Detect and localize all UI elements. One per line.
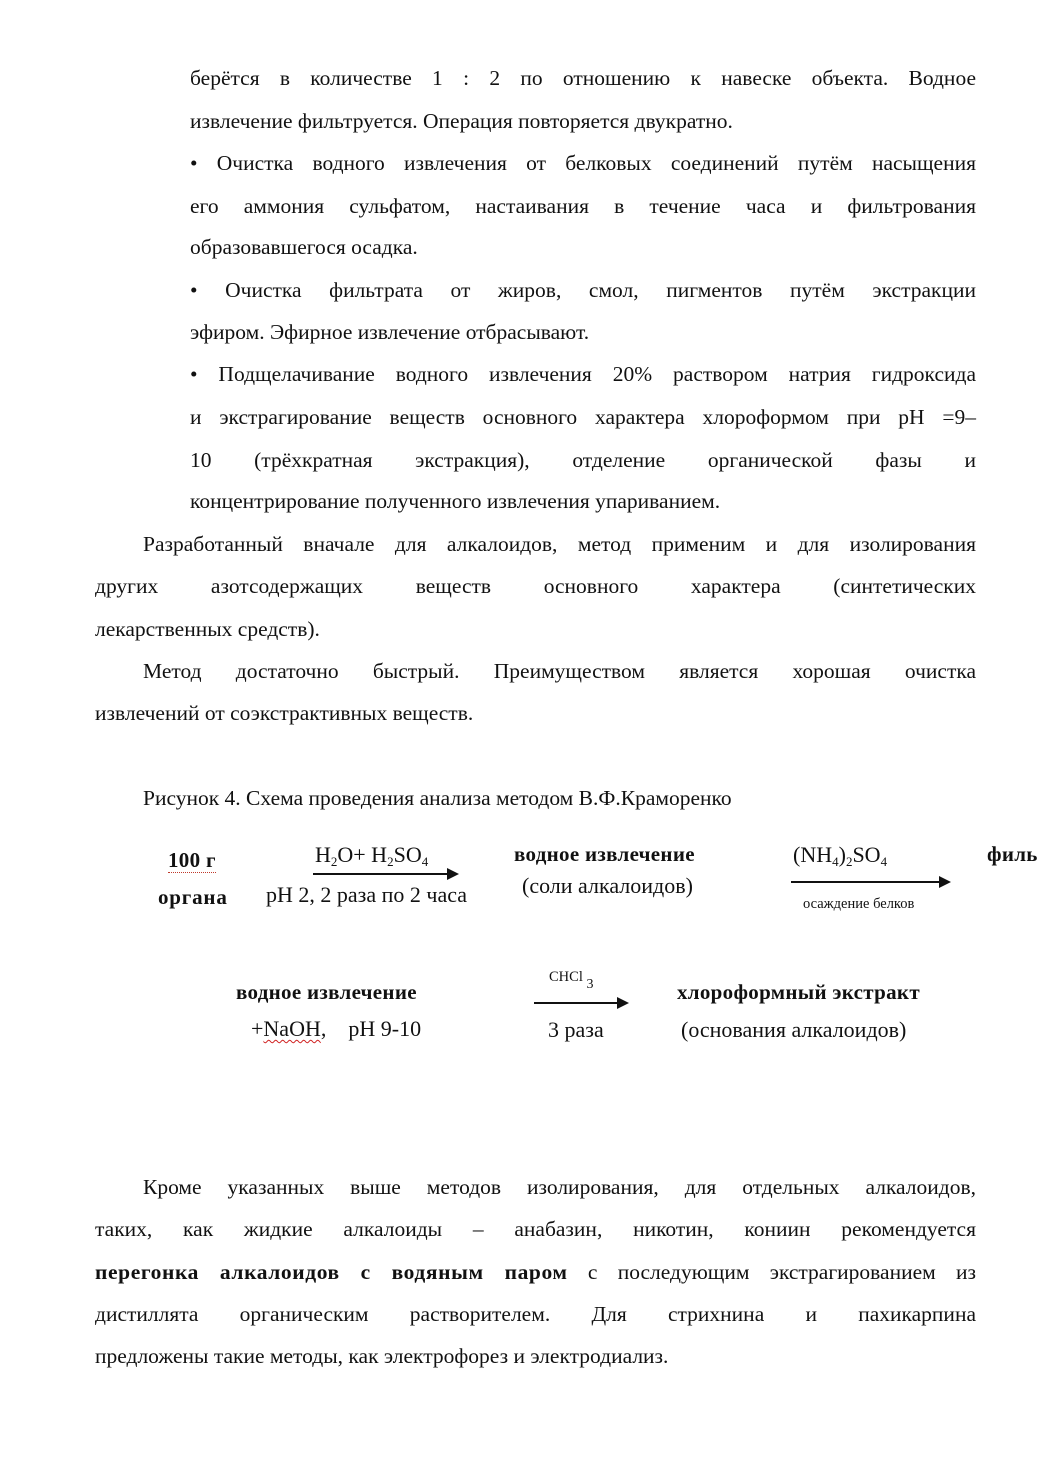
- row2-condition: 3 раза: [548, 1017, 604, 1042]
- condition-2: осаждение белков: [803, 896, 915, 912]
- bullet-item: • Подщелачивание водного извлечения 20% раствором натрия гидроксида: [190, 362, 976, 386]
- text-line: Метод достаточно быстрый. Преимуществом является хорошая очистка: [143, 659, 976, 683]
- product-1-note: (соли алкалоидов): [522, 873, 693, 898]
- bullet-item: • Очистка фильтрата от жиров, смол, пигментов путём экстракции: [190, 278, 976, 302]
- text-line: и экстрагирование веществ основного характера хлороформом при pH =9–: [190, 405, 976, 429]
- text-line: извлечение фильтруется. Операция повторяется двукратно.: [190, 109, 733, 133]
- text-line: лекарственных средств).: [95, 617, 320, 641]
- row2-reagent: CHCl 3: [549, 969, 594, 992]
- reagent-2: $(NH_4)_2SO_4$: [793, 842, 888, 869]
- text-line: перегонка алкалоидов с водяным паром с последующим экстрагированием из: [95, 1260, 976, 1284]
- row2-product-note: (основания алкалоидов): [681, 1017, 907, 1042]
- emphasis-text: перегонка алкалоидов с водяным паром: [95, 1260, 568, 1284]
- text-line: дистиллята органическим растворителем. Для стрихнина и пахикарпина: [95, 1302, 976, 1326]
- text-line: таких, как жидкие алкалоиды – анабазин, никотин, кониин рекомендуется: [95, 1217, 976, 1241]
- text-line: извлечений от соэкстрактивных веществ.: [95, 701, 474, 725]
- arrow-right-icon: [791, 881, 949, 883]
- row2-start-note: +NaOH, pH 9-10: [251, 1016, 422, 1041]
- text-line: концентрирование полученного извлечения упариванием.: [190, 489, 721, 513]
- arrow-right-icon: [534, 1002, 627, 1004]
- text-line: эфиром. Эфирное извлечение отбрасывают.: [190, 320, 590, 344]
- start-label: органа: [158, 885, 228, 909]
- text-line: его аммония сульфатом, настаивания в течение часа и фильтрования: [190, 194, 976, 218]
- reaction-scheme: [0, 830, 1039, 1060]
- condition-1: pH 2, 2 раза по 2 часа: [266, 882, 468, 907]
- product-2: филь: [987, 842, 1038, 866]
- text-line: Разработанный вначале для алкалоидов, метод применим и для изолирования: [143, 532, 976, 556]
- text-line: других азотсодержащих веществ основного характера (синтетических: [95, 574, 976, 598]
- text-line: Кроме указанных выше методов изолирования, для отдельных алкалоидов,: [143, 1175, 976, 1199]
- text-line: 10 (трёхкратная экстракция), отделение органической фазы и: [190, 448, 976, 472]
- bullet-item: • Очистка водного извлечения от белковых соединений путём насыщения: [190, 151, 976, 175]
- row2-start: водное извлечение: [236, 980, 417, 1004]
- text-line: образовавшегося осадка.: [190, 235, 418, 259]
- row2-product: хлороформный экстракт: [677, 980, 920, 1004]
- text-line: берётся в количестве 1 : 2 по отношению к навеске объекта. Водное: [190, 66, 976, 90]
- start-amount: 100 г: [168, 848, 216, 872]
- arrow-right-icon: [313, 873, 457, 875]
- text-line: предложены такие методы, как электрофорез и электродиализ.: [95, 1344, 669, 1368]
- product-1: водное извлечение: [514, 842, 695, 866]
- reagent-1: $H_2O+ H_2SO_4$: [315, 842, 429, 869]
- figure-caption: Рисунок 4. Схема проведения анализа методом В.Ф.Краморенко: [143, 786, 732, 810]
